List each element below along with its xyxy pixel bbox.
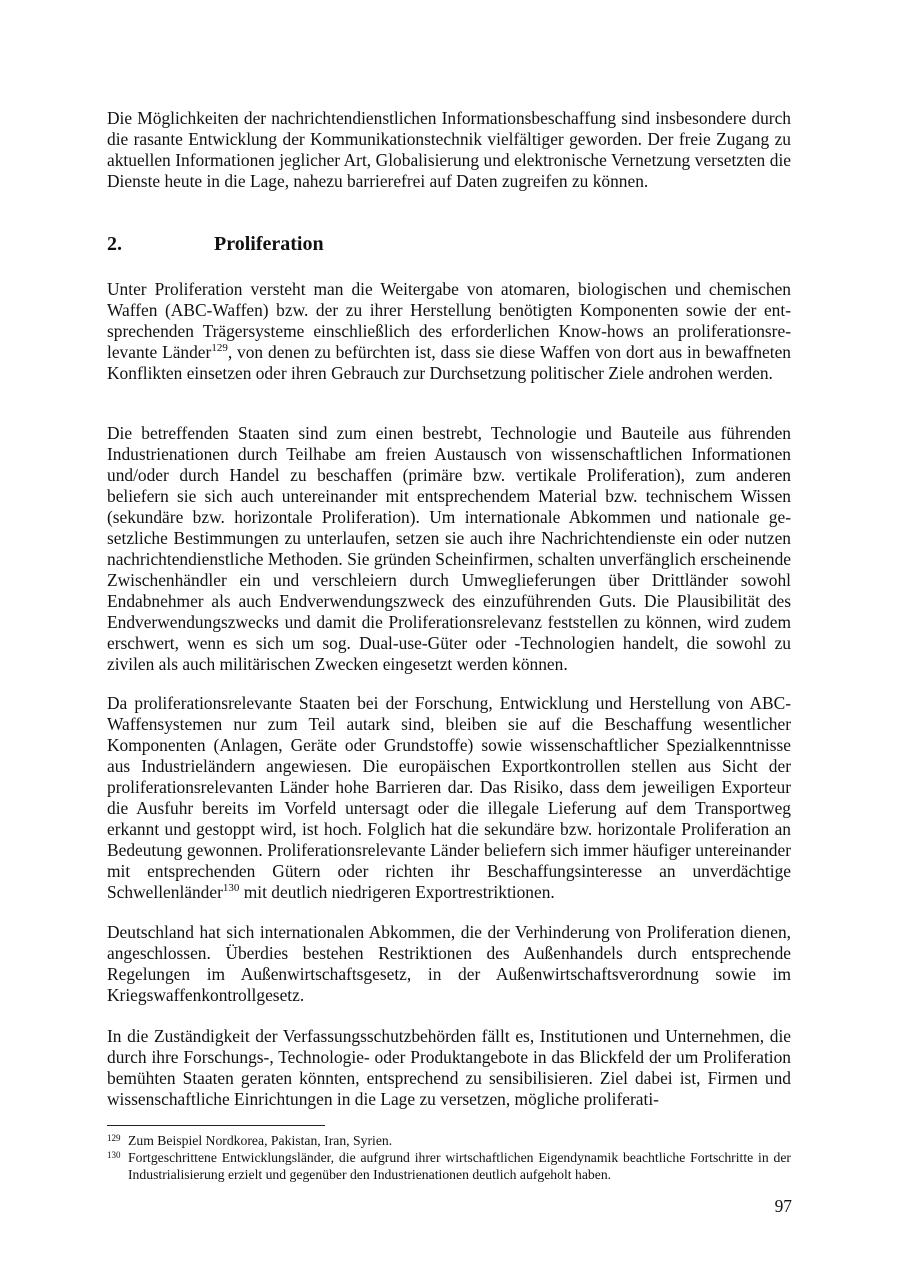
- footnote-number: 129: [107, 1133, 121, 1143]
- footnote-text: Fortgeschrittene Entwicklungsländer, die aufgrund ihrer wirtschaftlichen Eigendynamik beachtliche Fortschritte in der Industrialisierung erzielt und gegenüber den Industrienationen deutlich aufgeholt haben.: [128, 1150, 791, 1182]
- footnote-reference-130[interactable]: 130: [222, 882, 240, 894]
- paragraph-text: Unter Proliferation versteht man die Weitergabe von atomaren, biologischen und chemischen Waffen (ABC-Waffen) bzw. der zu ihrer Herstellung benötigten Komponenten sowie der entsprechenden Trägersysteme einschließlich des erforderlichen Know-hows an proliferationsrelevante Länder: [107, 279, 791, 362]
- paragraph-verfassungsschutz-role: In die Zuständigkeit der Verfassungsschutzbehörden fällt es, Institutionen und Unternehmen, die durch ihre Forschungs-, Technologie- oder Produktangebote in das Blickfeld der um Proliferation bemühten Staaten geraten könnten, entsprechend zu sensibilisieren. Ziel dabei ist, Firmen und wissenschaftliche Einrichtungen in die Lage zu versetzen, mögliche proliferati-: [107, 1026, 791, 1109]
- footnote-text: Zum Beispiel Nordkorea, Pakistan, Iran, Syrien.: [128, 1133, 393, 1148]
- footnote-reference-129[interactable]: 129: [211, 342, 228, 354]
- footnote-number: 130: [107, 1150, 121, 1160]
- footnote-separator: [107, 1125, 325, 1126]
- paragraph-text: , von denen zu befürchten ist, dass sie diese Waffen von dort aus in bewaffneten Konflikten einsetzen oder ihren Gebrauch zur Durchsetzung politischer Ziele androhen werden.: [107, 342, 791, 383]
- footnotes: [107, 1132, 791, 1183]
- footnote-130: [107, 1149, 791, 1183]
- paragraph-proliferation-definition: [107, 279, 791, 384]
- page-number: 97: [774, 1196, 792, 1216]
- section-title: Proliferation: [214, 233, 324, 255]
- section-number: 2.: [107, 233, 122, 255]
- section-heading: [107, 233, 324, 256]
- paragraph-intelligence-gathering: Die Möglichkeiten der nachrichtendienstlichen Informationsbeschaffung sind insbesondere durch die rasante Entwicklung der Kommunikationstechnik vielfältiger geworden. Der freie Zugang zu aktuellen Informationen jeglicher Art, Globalisierung und elektronische Vernetzung versetzten die Dienste heute in die Lage, nahezu barrierefrei auf Daten zugreifen zu können.: [107, 108, 791, 191]
- paragraph-procurement-methods: Die betreffenden Staaten sind zum einen bestrebt, Technologie und Bauteile aus führenden Industrienationen durch Teilhabe am freien Austausch von wissenschaftlichen Informationen und/oder durch Handel zu beschaffen (primäre bzw. vertikale Proliferation), zum anderen beliefern sie sich auch untereinander mit entsprechendem Material bzw. technischem Wissen (sekundäre bzw. horizontale Proliferation). Um internationale Abkommen und nationale gesetzliche Bestimmungen zu unterlaufen, setzen sie auch ihre Nachrichtendienste ein oder nutzen nachrichtendienstliche Methoden. Sie gründen Scheinfirmen, schalten unverfänglich erscheinende Zwischenhändler ein und verschleiern durch Umweglieferungen über Drittländer sowohl Endabnehmer als auch Endverwendungszweck des einzuführenden Guts. Die Plausibilität des Endverwendungszwecks und damit die Proliferationsrelevanz feststellen zu können, wird zudem erschwert, wenn es sich um sog. Dual-use-Güter oder -Technologien handelt, die sowohl zu zivilen als auch militärischen Zwecken eingesetzt werden können.: [107, 423, 791, 674]
- paragraph-text: Da proliferationsrelevante Staaten bei der Forschung, Entwicklung und Herstellung von ABC-Waffensystemen nur zum Teil autark sind, bleiben sie auf die Beschaffung wesentlicher Komponenten (Anlagen, Geräte oder Grundstoffe) sowie wissenschaftlicher Spezialkenntnisse aus Industrieländern angewiesen. Die europäischen Exportkontrollen stellen aus Sicht der proliferationsrelevanten Länder hohe Barrieren dar. Das Risiko, dass dem jeweiligen Exporteur die Ausfuhr bereits im Vorfeld untersagt oder die illegale Lieferung auf dem Transportweg erkannt und gestoppt wird, ist hoch. Folglich hat die sekundäre bzw. horizontale Proliferation an Bedeutung gewonnen. Proliferationsrelevante Länder beliefern sich immer häufiger untereinander mit entsprechenden Gütern oder richten ihr Beschaffungsinteresse an unverdächtige Schwellenländer: [107, 693, 791, 902]
- footnote-129: [107, 1132, 791, 1149]
- paragraph-text: mit deutlich niedrigeren Exportrestriktionen.: [239, 882, 555, 902]
- paragraph-secondary-proliferation: [107, 693, 791, 903]
- paragraph-germany-agreements: Deutschland hat sich internationalen Abkommen, die der Verhinderung von Proliferation dienen, angeschlossen. Überdies bestehen Restriktionen des Außenhandels durch entsprechende Regelungen im Außenwirtschaftsgesetz, in der Außenwirtschaftsverordnung sowie im Kriegswaffenkontrollgesetz.: [107, 922, 791, 1005]
